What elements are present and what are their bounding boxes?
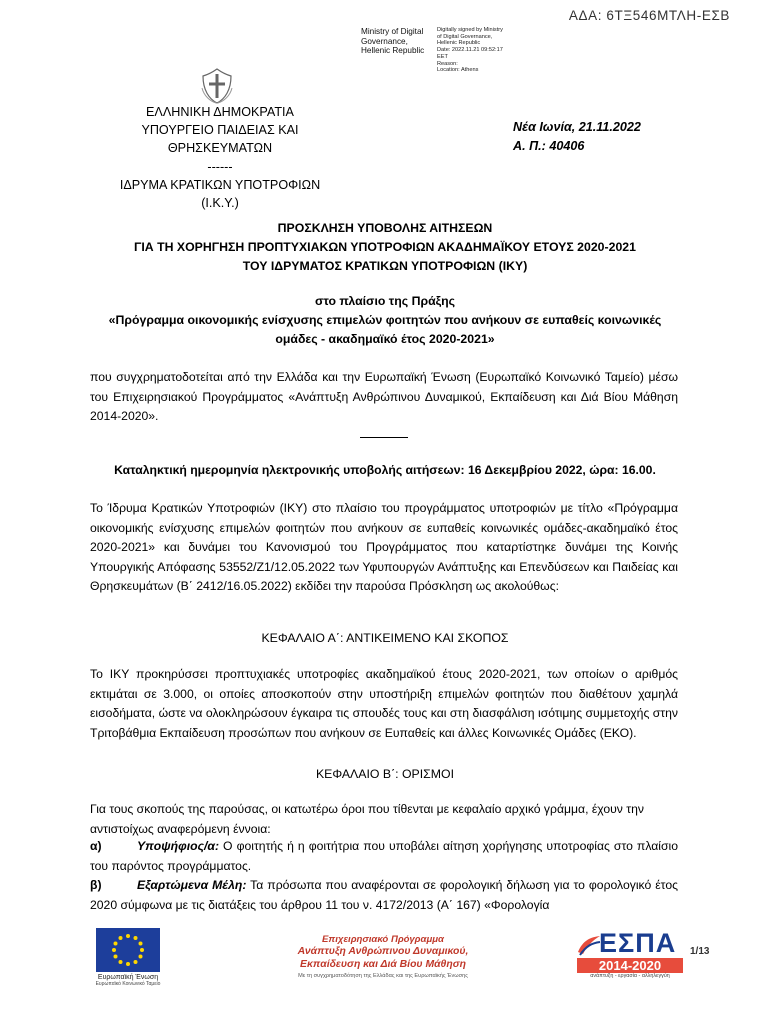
digital-signature-issuer bbox=[361, 27, 424, 56]
definition-text: Ο φοιτητής ή η φοιτήτρια που υποβάλει αίτηση χορήγησης υποτροφίας στο πλαίσιο του παρόντος προγράμματος. bbox=[90, 839, 678, 873]
deadline-notice: Καταληκτική ημερομηνία ηλεκτρονικής υποβολής αιτήσεων: 16 Δεκεμβρίου 2022, ώρα: 16.00. bbox=[114, 463, 656, 477]
operational-program-logo bbox=[253, 934, 513, 979]
chapter-b-intro: Για τους σκοπούς της παρούσας, οι κατωτέρω όροι που τίθενται με κεφαλαίο αρχικό γράμμα, έχουν την αντιστοίχως αναφερόμενη έννοια: bbox=[90, 802, 644, 836]
chapter-a-heading: ΚΕΦΑΛΑΙΟ Α΄: ΑΝΤΙΚΕΙΜΕΝΟ ΚΑΙ ΣΚΟΠΟΣ bbox=[261, 631, 509, 645]
context-line: «Πρόγραμμα οικονομικής ενίσχυσης επιμελών φοιτητών που ανήκουν σε ευπαθείς κοινωνικές bbox=[108, 313, 662, 327]
eu-flag-icon bbox=[96, 928, 160, 972]
org-line: (Ι.Κ.Υ.) bbox=[201, 196, 239, 211]
signature-issuer-line: Governance, bbox=[361, 36, 408, 46]
signature-detail-line: Date: 2022.11.21 09:52:17 bbox=[437, 47, 503, 54]
chapter-b-heading: ΚΕΦΑΛΑΙΟ Β΄: ΟΡΙΣΜΟΙ bbox=[315, 767, 454, 781]
definition-item bbox=[90, 837, 678, 876]
title-line: ΠΡΟΣΚΛΗΣΗ ΥΠΟΒΟΛΗΣ ΑΙΤΗΣΕΩΝ bbox=[277, 221, 493, 235]
signature-detail-line: of Digital Governance, bbox=[437, 33, 493, 40]
signature-issuer-line: Hellenic Republic bbox=[361, 46, 425, 56]
definition-text: Τα πρόσωπα που αναφέρονται σε φορολογική δήλωση για το φορολογικό έτος 2020 σύμφωνα με τις διατάξεις του άρθρου 11 του ν. 4172/2013 (Α΄ 167) «Φορολογία bbox=[90, 878, 678, 912]
funding-paragraph: που συγχρηματοδοτείται από την Ελλάδα και την Ευρωπαϊκή Ένωση (Ευρωπαϊκό Κοινωνικό Ταμείο) μέσω του Επιχειρησιακού Προγράμματος «Ανάπτυξη Ανθρώπινου Δυναμικού, Εκπαίδευση και Διά Βίου Μάθηση 2014-2020». bbox=[90, 370, 678, 424]
eu-logo bbox=[88, 928, 168, 987]
espa-logo bbox=[571, 928, 691, 979]
issuing-organization bbox=[100, 103, 340, 212]
definition-term: Υποψήφιος/α: bbox=[137, 839, 220, 853]
protocol-number: Α. Π.: 40406 bbox=[513, 138, 585, 153]
intro-paragraph: Το Ίδρυμα Κρατικών Υποτροφιών (ΙΚΥ) στο πλαίσιο του προγράμματος υποτροφιών με τίτλο «Πρόγραμμα οικονομικής ενίσχυσης επιμελών φοιτητών που ανήκουν σε ευπαθείς κοινωνικές ομάδες-ακαδημαϊκό έτος 2020-2021» και δυνάμει του Κανονισμού του Προγράμματος που καταρτίστηκε δυνάμει της Κοινής Υπουργικής Απόφασης 53552/Ζ1/12.05.2022 των Υφυπουργών Ανάπτυξης και Επενδύσεων και Παιδείας και Θρησκευμάτων (Β΄ 2412/16.05.2022) εκδίδει την παρούσα Πρόσκληση ως ακολούθως: bbox=[90, 501, 678, 594]
espa-swoosh-icon bbox=[577, 934, 601, 961]
definition-term: Εξαρτώμενα Μέλη: bbox=[137, 878, 247, 892]
signature-detail-line: Hellenic Republic bbox=[437, 40, 481, 47]
program-line: Εκπαίδευση και Διά Βίου Μάθηση bbox=[300, 959, 466, 970]
definition-item bbox=[90, 876, 678, 915]
signature-detail-line: Location: Athens bbox=[437, 67, 479, 74]
action-context bbox=[90, 292, 680, 349]
espa-years: 2014-2020 bbox=[577, 958, 683, 973]
program-cofunding-note: Με τη συγχρηματοδότηση της Ελλάδας και της Ευρωπαϊκής Ένωσης bbox=[298, 973, 468, 979]
ada-code: ΑΔΑ: 6ΤΞ546ΜΤΛΗ-ΕΣΒ bbox=[568, 8, 730, 23]
document-title bbox=[90, 219, 680, 276]
title-line: ΤΟΥ ΙΔΡΥΜΑΤΟΣ ΚΡΑΤΙΚΩΝ ΥΠΟΤΡΟΦΙΩΝ (ΙΚΥ) bbox=[242, 259, 528, 273]
signature-detail-line: Digitally signed by Ministry bbox=[437, 27, 503, 33]
title-line: ΓΙΑ ΤΗ ΧΟΡΗΓΗΣΗ ΠΡΟΠΤΥΧΙΑΚΩΝ ΥΠΟΤΡΟΦΙΩΝ ΑΚΑΔΗΜΑΪΚΟΥ ΕΤΟΥΣ 2020-2021 bbox=[134, 240, 636, 254]
context-line: στο πλαίσιο της Πράξης bbox=[314, 294, 456, 308]
document-date: Νέα Ιωνία, 21.11.2022 bbox=[513, 120, 641, 134]
divider bbox=[360, 437, 408, 438]
espa-slogan: ανάπτυξη - εργασία - αλληλεγγύη bbox=[590, 973, 670, 979]
definition-label: β) bbox=[90, 878, 102, 892]
definition-label: α) bbox=[90, 839, 102, 853]
context-line: ομάδες - ακαδημαϊκό έτος 2020-2021» bbox=[275, 332, 495, 346]
espa-title: ΕΣΠΑ bbox=[599, 928, 677, 958]
org-line: ΥΠΟΥΡΓΕΙΟ ΠΑΙΔΕΙΑΣ ΚΑΙ ΘΡΗΣΚΕΥΜΑΤΩΝ bbox=[141, 123, 299, 156]
digital-signature-details bbox=[437, 27, 527, 74]
eu-subcaption: Ευρωπαϊκό Κοινωνικό Ταμείο bbox=[95, 981, 161, 987]
page-number: 1/13 bbox=[690, 946, 710, 957]
signature-detail-line: Reason: bbox=[437, 60, 458, 67]
signature-detail-line: EET bbox=[437, 53, 448, 60]
org-line: ΕΛΛΗΝΙΚΗ ΔΗΜΟΚΡΑΤΙΑ bbox=[146, 105, 294, 119]
eu-caption: Ευρωπαϊκή Ένωση bbox=[97, 974, 159, 981]
signature-issuer-line: Ministry of Digital bbox=[361, 27, 424, 36]
date-protocol-block bbox=[513, 118, 641, 155]
chapter-a-paragraph: Το ΙΚΥ προκηρύσσει προπτυχιακές υποτροφίες ακαδημαϊκού έτους 2020-2021, των οποίων ο αριθμός εκτιμάται σε 3.000, οι οποίες αποσκοπούν στην υποστήριξη επιμελών φοιτητών που διαθέτουν χαμηλά εισοδήματα, ώστε να ολοκληρώσουν έγκαιρα τις σπουδές τους και στη διασφάλιση ισότιμης συμμετοχής στην Τριτοβάθμια Εκπαίδευση προσώπων που ανήκουν σε Ευπαθείς και άλλες Κοινωνικές Ομάδες (ΕΚΟ). bbox=[90, 667, 678, 740]
org-line: ΙΔΡΥΜΑ ΚΡΑΤΙΚΩΝ ΥΠΟΤΡΟΦΙΩΝ bbox=[119, 177, 321, 192]
program-line: Ανάπτυξη Ανθρώπινου Δυναμικού, bbox=[297, 946, 469, 957]
org-separator: ------ bbox=[207, 159, 233, 174]
program-line: Επιχειρησιακό Πρόγραμμα bbox=[322, 934, 444, 945]
